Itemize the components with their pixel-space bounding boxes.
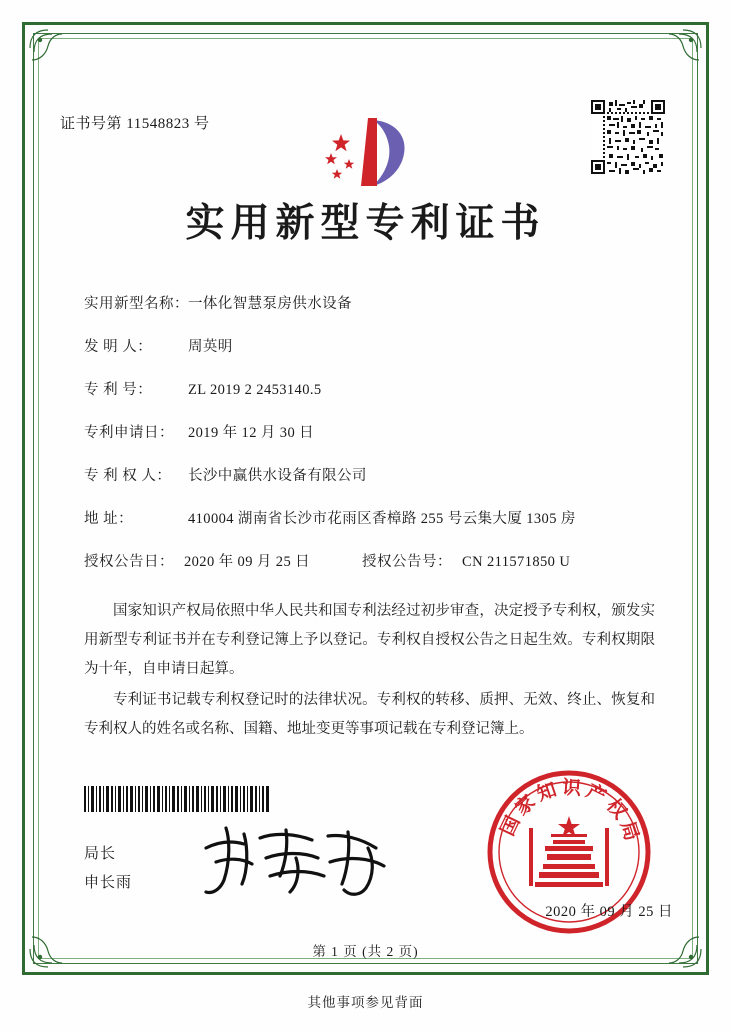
field-label: 专 利 权 人：: [84, 468, 172, 484]
handwritten-signature: [200, 818, 400, 904]
page-number: 第 1 页 (共 2 页): [312, 944, 419, 959]
field-value: 周英明: [188, 339, 233, 355]
field-label: 专利申请日：: [84, 425, 174, 441]
field-label: 专 利 号：: [84, 382, 153, 398]
field-patent-number: [84, 378, 661, 399]
field-address: [84, 507, 661, 528]
field-value: 2020 年 09 月 25 日: [184, 554, 311, 570]
field-value: CN 211571850 U: [462, 554, 571, 570]
certificate-content: [60, 60, 671, 746]
header-row: [60, 60, 671, 170]
seal-date: 2020 年 09 月 25 日: [545, 904, 673, 920]
page-title: 实用新型专利证书: [185, 200, 546, 246]
cnipa-logo-icon: [311, 112, 421, 198]
field-grant-date: [84, 550, 310, 571]
field-label: 发 明 人：: [84, 339, 153, 355]
director-role-label: 局长: [84, 846, 117, 862]
field-label: 授权公告日：: [84, 554, 174, 570]
barcode: [84, 786, 269, 812]
signature-block: [84, 840, 132, 897]
field-value: 410004 湖南省长沙市花雨区香樟路 255 号云集大厦 1305 房: [188, 511, 576, 527]
legal-paragraph-2: 专利证书记载专利权登记时的法律状况。专利权的转移、质押、无效、终止、恢复和专利权人的姓名或名称、国籍、地址变更等事项记载在专利登记簿上。: [84, 692, 655, 737]
field-grant-publication-number: [362, 550, 570, 571]
field-value: 2019 年 12 月 30 日: [188, 425, 315, 441]
field-label: 实用新型名称：: [84, 296, 189, 312]
director-name: 申长雨: [84, 874, 133, 891]
field-application-date: [84, 421, 661, 442]
legal-paragraph-1: 国家知识产权局依照中华人民共和国专利法经过初步审查，决定授予专利权，颁发实用新型专利证书并在专利登记簿上予以登记。专利权自授权公告之日起生效。专利权期限为十年，自申请日起算。: [84, 603, 655, 677]
field-utility-model-name: [84, 292, 661, 313]
svg-text:国家知识产权局: 国家知识产权局: [496, 776, 644, 848]
field-list: [60, 292, 671, 571]
certificate-number: 证书号第 11548823 号: [60, 116, 210, 132]
field-label: 授权公告号：: [362, 554, 453, 570]
field-value: 一体化智慧泵房供水设备: [188, 296, 352, 312]
field-value: ZL 2019 2 2453140.5: [188, 382, 322, 398]
field-grant-row: [84, 550, 661, 571]
field-value: 长沙中赢供水设备有限公司: [188, 468, 367, 484]
footnote: 其他事项参见背面: [307, 995, 424, 1010]
field-patentee: [84, 464, 661, 485]
qr-code: [591, 100, 665, 174]
field-inventor: [84, 335, 661, 356]
legal-text: [60, 597, 671, 744]
field-label: 地 址：: [84, 511, 134, 527]
